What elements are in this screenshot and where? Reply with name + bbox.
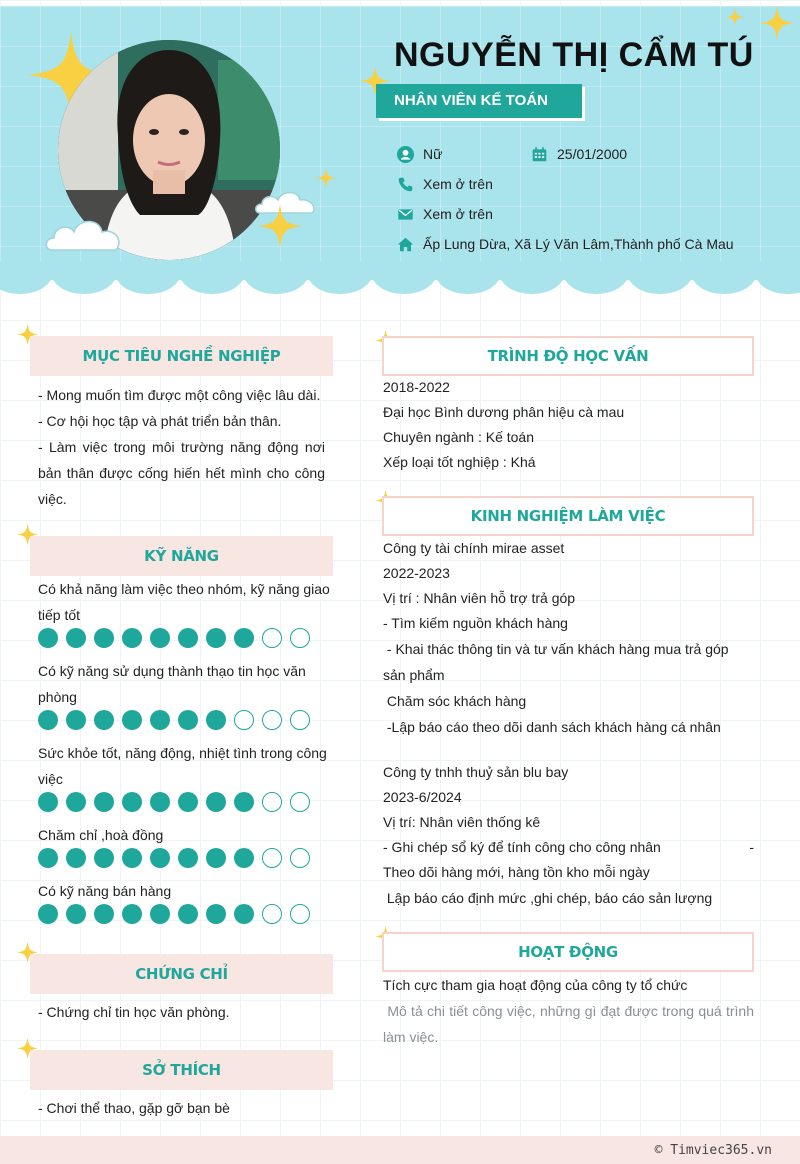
rating-dot-filled (206, 710, 226, 730)
experience-line: Vị trí: Nhân viên thống kê (383, 814, 541, 830)
rating-dot-filled (94, 710, 114, 730)
experience-line-row (383, 835, 754, 860)
rating-dot-filled (206, 792, 226, 812)
rating-dot-filled (66, 710, 86, 730)
experience-line: Vị trí : Nhân viên hỗ trợ trả góp (383, 590, 576, 606)
dob-row (530, 145, 627, 163)
rating-dot-filled (150, 848, 170, 868)
rating-dot-empty (262, 792, 282, 812)
experience-line: Chăm sóc khách hàng (383, 693, 527, 709)
candidate-name: NGUYỄN THỊ CẨM TÚ (394, 36, 754, 74)
activity-line: Tích cực tham gia hoạt động của công ty tổ chức (383, 977, 688, 993)
user-icon (396, 145, 414, 163)
rating-dot-filled (150, 710, 170, 730)
activity-placeholder: Mô tả chi tiết công việc, những gì đạt được trong quá trình làm việc. (383, 1003, 758, 1045)
rating-dot-empty (290, 848, 310, 868)
experience-line: - (749, 839, 754, 855)
education-line: Chuyên ngành : Kế toán (383, 429, 535, 445)
rating-dot-empty (290, 710, 310, 730)
rating-dot-filled (122, 848, 142, 868)
experience-line: - Tìm kiếm nguồn khách hàng (383, 615, 568, 631)
rating-dot-empty (290, 792, 310, 812)
education-line: 2018-2022 (383, 379, 450, 395)
cloud-border (0, 262, 800, 298)
experience-line: Công ty tnhh thuỷ sản blu bay (383, 764, 569, 780)
rating-dot-filled (234, 628, 254, 648)
rating-dot-filled (178, 848, 198, 868)
rating-dot-empty (234, 710, 254, 730)
sparkle-icon (726, 8, 744, 26)
rating-dot-filled (122, 904, 142, 924)
skills-heading: KỸ NĂNG (30, 536, 333, 576)
rating-dot-filled (94, 848, 114, 868)
email-row (396, 205, 493, 223)
rating-dot-empty (262, 848, 282, 868)
rating-dot-filled (94, 904, 114, 924)
certificate-line: - Chứng chỉ tin học văn phòng. (38, 1004, 230, 1020)
objective-line: - Làm việc trong môi trường năng động nơi bản thân được cống hiến hết mình cho công việc. (38, 439, 325, 507)
certificates-heading: CHỨNG CHỈ (30, 954, 333, 994)
rating-dot-filled (178, 792, 198, 812)
address-value: Ấp Lung Dừa, Xã Lý Văn Lâm,Thành phố Cà Mau (423, 236, 734, 252)
rating-dot-filled (206, 904, 226, 924)
rating-dot-filled (38, 792, 58, 812)
gender-value: Nữ (423, 146, 443, 162)
phone-value: Xem ở trên (423, 176, 493, 192)
rating-dot-filled (94, 628, 114, 648)
education-line: Đại học Bình dương phân hiệu cà mau (383, 404, 625, 420)
footer-credit: © Timviec365.vn (654, 1143, 772, 1158)
address-row (396, 235, 734, 253)
experience-line: - Khai thác thông tin và tư vấn khách hàng mua trả góp sản phẩm (383, 641, 733, 683)
rating-dot-empty (290, 628, 310, 648)
rating-dot-filled (122, 710, 142, 730)
objective-heading: MỤC TIÊU NGHỀ NGHIỆP (30, 336, 333, 376)
home-icon (396, 235, 414, 253)
rating-dot-filled (66, 904, 86, 924)
email-value: Xem ở trên (423, 206, 493, 222)
experience-line: Công ty tài chính mirae asset (383, 540, 565, 556)
phone-row (396, 175, 493, 193)
skill-label: Sức khỏe tốt, năng động, nhiệt tình trong công việc (38, 745, 327, 787)
rating-dot-filled (234, 848, 254, 868)
rating-dot-filled (66, 848, 86, 868)
experience-heading: KINH NGHIỆM LÀM VIỆC (382, 496, 754, 536)
experience-line: Theo dõi hàng mới, hàng tồn kho mỗi ngày (383, 864, 650, 880)
envelope-icon (396, 205, 414, 223)
rating-dot-filled (178, 628, 198, 648)
rating-dot-filled (206, 628, 226, 648)
skill-rating (38, 848, 310, 868)
rating-dot-filled (206, 848, 226, 868)
education-line: Xếp loại tốt nghiệp : Khá (383, 454, 536, 470)
rating-dot-filled (38, 848, 58, 868)
sparkle-icon (316, 168, 336, 188)
experience-job (383, 760, 754, 912)
rating-dot-empty (290, 904, 310, 924)
education-heading: TRÌNH ĐỘ HỌC VẤN (382, 336, 754, 376)
rating-dot-empty (262, 628, 282, 648)
rating-dot-filled (234, 904, 254, 924)
rating-dot-filled (150, 792, 170, 812)
rating-dot-filled (66, 792, 86, 812)
dob-value: 25/01/2000 (557, 146, 628, 162)
experience-line: 2022-2023 (383, 565, 450, 581)
sparkle-icon (760, 6, 794, 40)
skill-rating (38, 628, 310, 648)
skill-label: Có kỹ năng sử dụng thành thạo tin học văn phòng (38, 663, 306, 705)
experience-line: Lập báo cáo định mức ,ghi chép, báo cáo sản lượng (383, 890, 713, 906)
rating-dot-filled (66, 628, 86, 648)
footer-bar (0, 1136, 800, 1164)
objective-line: - Mong muốn tìm được một công việc lâu dài. (38, 387, 321, 403)
activities-heading: HOẠT ĐỘNG (382, 932, 754, 972)
gender-row (396, 145, 442, 163)
cloud-decoration (44, 210, 124, 254)
rating-dot-filled (178, 904, 198, 924)
rating-dot-filled (38, 904, 58, 924)
rating-dot-empty (262, 710, 282, 730)
skill-rating (38, 904, 310, 924)
experience-job (383, 536, 754, 740)
skill-rating (38, 792, 310, 812)
skill-rating (38, 710, 310, 730)
rating-dot-empty (262, 904, 282, 924)
job-title-badge: NHÂN VIÊN KẾ TOÁN (376, 84, 582, 118)
experience-line: -Lập báo cáo theo dõi danh sách khách hàng cá nhân (383, 719, 721, 735)
skill-label: Chăm chỉ ,hoà đồng (38, 827, 164, 843)
rating-dot-filled (178, 710, 198, 730)
hobbies-heading: SỞ THÍCH (30, 1050, 333, 1090)
education-content (383, 375, 754, 475)
phone-icon (396, 175, 414, 193)
rating-dot-filled (94, 792, 114, 812)
rating-dot-filled (38, 628, 58, 648)
rating-dot-filled (234, 792, 254, 812)
hobby-line: - Chơi thể thao, gặp gỡ bạn bè (38, 1100, 230, 1116)
objective-line: - Cơ hội học tập và phát triển bản thân. (38, 413, 282, 429)
objective-content (38, 382, 325, 512)
rating-dot-filled (150, 628, 170, 648)
skill-label: Có kỹ năng bán hàng (38, 883, 172, 899)
experience-line: - Ghi chép sổ ký để tính công cho công nhân (383, 839, 661, 855)
rating-dot-filled (150, 904, 170, 924)
skill-label: Có khả năng làm việc theo nhóm, kỹ năng giao tiếp tốt (38, 581, 330, 623)
rating-dot-filled (122, 628, 142, 648)
experience-line: 2023-6/2024 (383, 789, 462, 805)
sparkle-icon (258, 204, 302, 248)
rating-dot-filled (122, 792, 142, 812)
calendar-icon (530, 145, 548, 163)
rating-dot-filled (38, 710, 58, 730)
